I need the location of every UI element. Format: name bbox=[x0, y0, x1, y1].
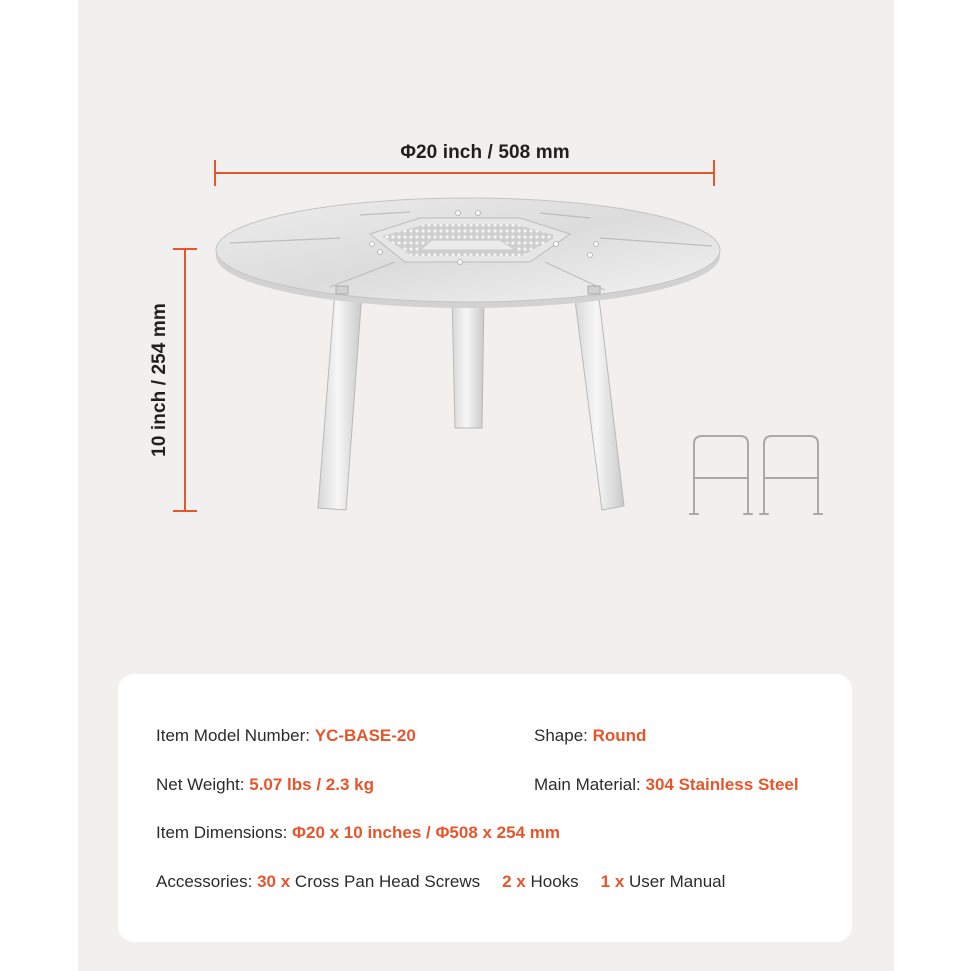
accessory-qty: 1 x bbox=[600, 872, 625, 891]
spec-weight bbox=[156, 775, 374, 795]
spec-model-label: Item Model Number: bbox=[156, 726, 315, 745]
spec-shape bbox=[534, 726, 646, 746]
width-dimension-label: Φ20 inch / 508 mm bbox=[400, 142, 570, 163]
spec-material bbox=[534, 775, 799, 795]
spec-dimensions-value: Φ20 x 10 inches / Φ508 x 254 mm bbox=[292, 823, 561, 842]
height-dimension-label: 10 inch / 254 mm bbox=[149, 303, 170, 457]
spec-dimensions-label: Item Dimensions: bbox=[156, 823, 293, 842]
spec-weight-label: Net Weight: bbox=[156, 775, 250, 794]
spec-weight-value: 5.07 lbs / 2.3 kg bbox=[249, 775, 374, 794]
spec-material-label: Main Material: bbox=[534, 775, 646, 794]
table-top bbox=[216, 198, 720, 308]
spec-card bbox=[118, 674, 852, 942]
accessory-name: User Manual bbox=[624, 872, 726, 891]
hook-accessories bbox=[690, 436, 822, 514]
accessory-name: Cross Pan Head Screws bbox=[290, 872, 481, 891]
spec-accessories-label: Accessories: bbox=[156, 872, 258, 891]
spec-model-value: YC-BASE-20 bbox=[314, 726, 416, 745]
spec-accessories bbox=[156, 872, 725, 892]
accessory-qty: 2 x bbox=[502, 872, 526, 891]
accessory-name: Hooks bbox=[525, 872, 579, 891]
spec-dimensions bbox=[156, 823, 560, 843]
accessory-qty: 30 x bbox=[257, 872, 291, 891]
spec-shape-value: Round bbox=[592, 726, 647, 745]
spec-shape-label: Shape: bbox=[534, 726, 593, 745]
table-legs bbox=[318, 290, 624, 510]
height-dimension-line bbox=[173, 249, 197, 511]
spec-material-value: 304 Stainless Steel bbox=[645, 775, 799, 794]
spec-model bbox=[156, 726, 416, 746]
